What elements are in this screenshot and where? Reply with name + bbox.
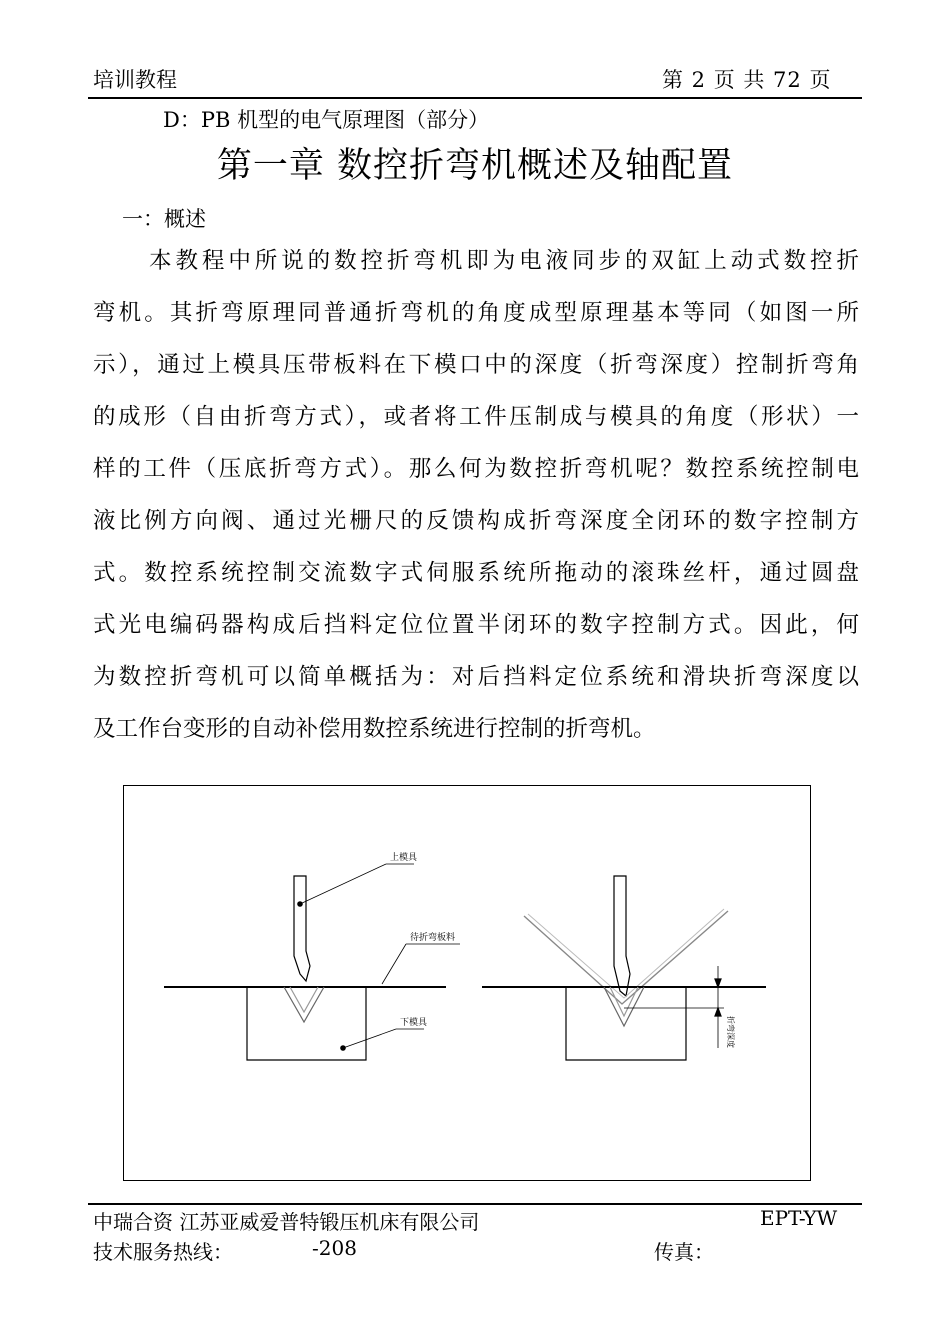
body-line: 及工作台变形的自动补偿用数控系统进行控制的折弯机。 xyxy=(93,716,656,742)
footer-hotline-number: -208 xyxy=(312,1236,357,1260)
body-paragraph xyxy=(93,241,859,761)
lower-die-right xyxy=(566,987,686,1060)
upper-die-right xyxy=(614,876,630,996)
footer-rule xyxy=(88,1203,862,1205)
header-left: 培训教程 xyxy=(93,68,177,92)
body-line: 弯机。其折弯原理同普通折弯机的角度成型原理基本等同（如图一所 xyxy=(93,300,859,326)
bending-diagram-figure xyxy=(123,785,811,1181)
label-sheet: 待折弯板料 xyxy=(410,933,456,943)
header-rule xyxy=(88,97,862,99)
v-groove-inner xyxy=(290,987,318,1012)
leader-upper-die xyxy=(300,864,386,904)
body-line: 样的工件（压底折弯方式）。那么何为数控折弯机呢？数控系统控制电 xyxy=(93,456,859,482)
subtitle: D：PB 机型的电气原理图（部分） xyxy=(163,108,490,132)
leader-sheet xyxy=(382,944,406,984)
label-upper-die: 上模具 xyxy=(390,853,418,863)
body-line: 示），通过上模具压带板料在下模口中的深度（折弯深度）控制折弯角 xyxy=(93,352,859,378)
upper-die xyxy=(294,876,310,981)
footer-company: 中瑞合资 江苏亚威爱普特锻压机床有限公司 xyxy=(93,1210,480,1234)
body-line: 为数控折弯机可以简单概括为：对后挡料定位系统和滑块折弯深度以 xyxy=(93,664,859,690)
depth-arrow-bottom xyxy=(715,1008,721,1016)
body-line: 式。数控系统控制交流数字式伺服系统所拖动的滚珠丝杆，通过圆盘 xyxy=(93,560,859,586)
depth-arrow-top xyxy=(715,979,721,987)
free-bending-diagram xyxy=(164,864,460,1060)
label-bending-depth: 折弯深度 xyxy=(726,1016,735,1048)
footer-code: EPT-YW xyxy=(760,1206,838,1230)
bending-depth-diagram xyxy=(482,876,766,1060)
chapter-title: 第一章 数控折弯机概述及轴配置 xyxy=(216,146,734,186)
header-page-info: 第 2 页 共 72 页 xyxy=(662,68,832,92)
section-title: 一：概述 xyxy=(122,207,206,231)
leader-lower-die xyxy=(343,1029,396,1048)
footer-hotline-label: 技术服务热线： xyxy=(93,1240,233,1264)
footer-fax-label: 传真： xyxy=(654,1240,714,1264)
body-line: 的成形（自由折弯方式），或者将工件压制成与模具的角度（形状）一 xyxy=(93,404,859,430)
label-lower-die: 下模具 xyxy=(400,1018,428,1028)
bending-diagram xyxy=(124,786,812,1182)
body-line: 本教程中所说的数控折弯机即为电液同步的双缸上动式数控折 xyxy=(149,248,859,274)
lower-die xyxy=(247,987,366,1060)
v-groove xyxy=(284,987,324,1022)
body-line: 液比例方向阀、通过光栅尺的反馈构成折弯深度全闭环的数字控制方 xyxy=(93,508,859,534)
body-line: 式光电编码器构成后挡料定位位置半闭环的数字控制方式。因此，何 xyxy=(93,612,859,638)
